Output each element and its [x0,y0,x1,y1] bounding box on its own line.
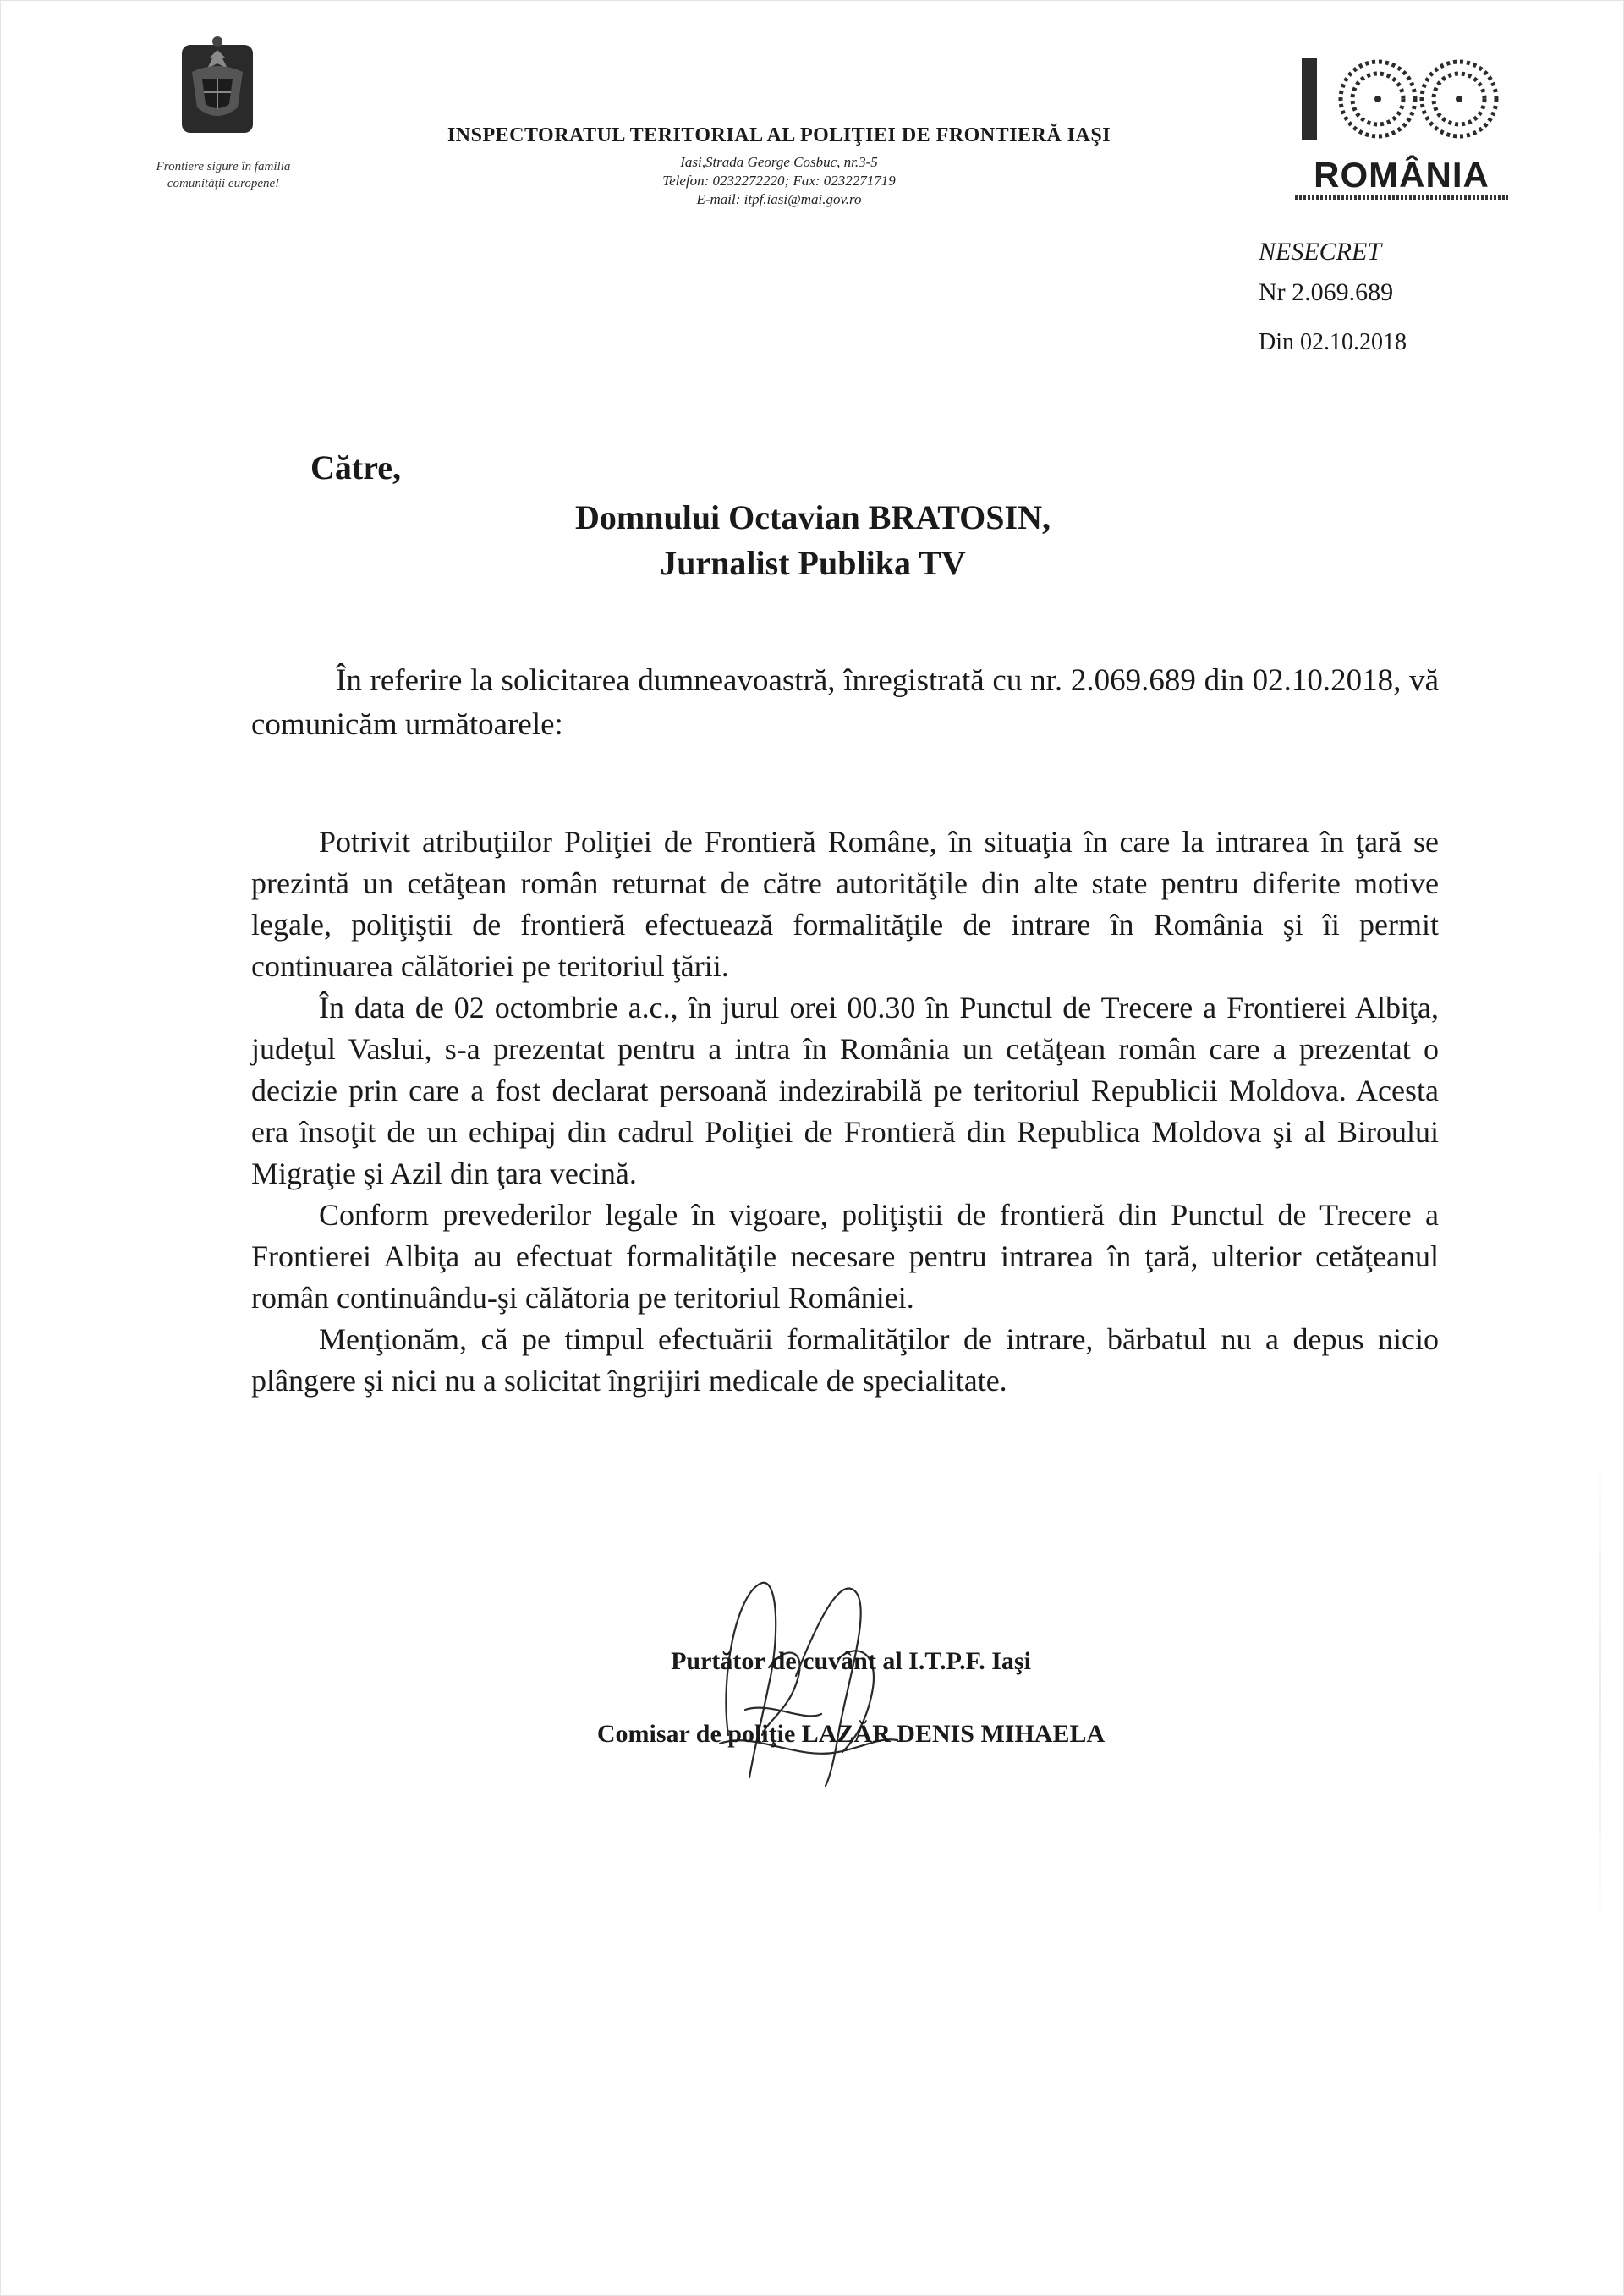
logo-romania-text: ROMÂNIA [1314,155,1490,195]
contact-block [356,153,1202,209]
centenary-logo-icon [1293,52,1508,145]
logo-subtext [1295,195,1508,200]
salutation: Către, [310,448,401,486]
body-paragraph: Potrivit atribuţiilor Poliţiei de Frontieră Române, în situaţia în care la intrarea în ţară se prezintă un cetăţean român returnat de către autorităţile din alte state pentru diferite motive legale, poliţiştii de frontieră efectuează formalităţile de intrare în România şi îi permit continuarea călătoriei pe teritoriul ţării. [251,825,1439,983]
signatory-name: Comisar de poliţie LAZĂR DENIS MIHAELA [596,1720,1106,1748]
recipient-name: Domnului Octavian BRATOSIN, [575,498,1051,536]
phone-fax-line: Telefon: 0232272220; Fax: 0232271719 [662,173,896,189]
registration-date: Din 02.10.2018 [1259,329,1407,355]
signatory-role: Purtător de cuvânt al I.T.P.F. Iaşi [671,1647,1031,1675]
motto-text: Frontiere sigure în familia comunității europene! [156,160,291,190]
letter-body [251,821,1439,1402]
body-paragraph: Menţionăm, că pe timpul efectuării formalităţilor de intrare, bărbatul nu a depus nicio plângere şi nici nu a solicitat îngrijiri medicale de specialitate. [251,1322,1439,1398]
institution-name: INSPECTORATUL TERITORIAL AL POLIŢIEI DE FRONTIERĂ IAŞI [447,124,1111,146]
registration-number: Nr 2.069.689 [1259,278,1394,306]
recipient-title: Jurnalist Publika TV [660,544,966,582]
body-paragraph: În data de 02 octombrie a.c., în jurul orei 00.30 în Punctul de Trecere a Frontierei Albiţa, judeţul Vaslui, s-a prezentat pentru a intra în România un cetăţean român care a prezentat o decizie prin care a fost declarat persoană indezirabilă pe teritoriul Republicii Moldova. Acesta era însoţit de un echipaj din cadrul Poliţiei de Frontieră din Republica Moldova şi al Biroului Migraţie şi Azil din ţara vecină. [251,991,1439,1190]
classification-label: NESECRET [1259,238,1382,266]
coat-of-arms-icon [177,30,258,136]
body-paragraph: Conform prevederilor legale în vigoare, poliţiştii de frontieră din Punctul de Trecere a Frontierei Albiţa au efectuat formalităţile necesare pentru intrarea în ţară, ulterior cetăţeanul român continuându-şi călătoria pe teritoriul României. [251,1198,1439,1315]
recipient-block [508,495,1117,586]
address-line: Iasi,Strada George Cosbuc, nr.3-5 [680,154,878,170]
email-line: E-mail: itpf.iasi@mai.gov.ro [696,191,862,207]
scan-edge-divider [1599,1439,1601,1947]
intro-paragraph: În referire la solicitarea dumneavoastră, înregistrată cu nr. 2.069.689 din 02.10.2018, vă comunicăm următoarele: [251,663,1439,742]
